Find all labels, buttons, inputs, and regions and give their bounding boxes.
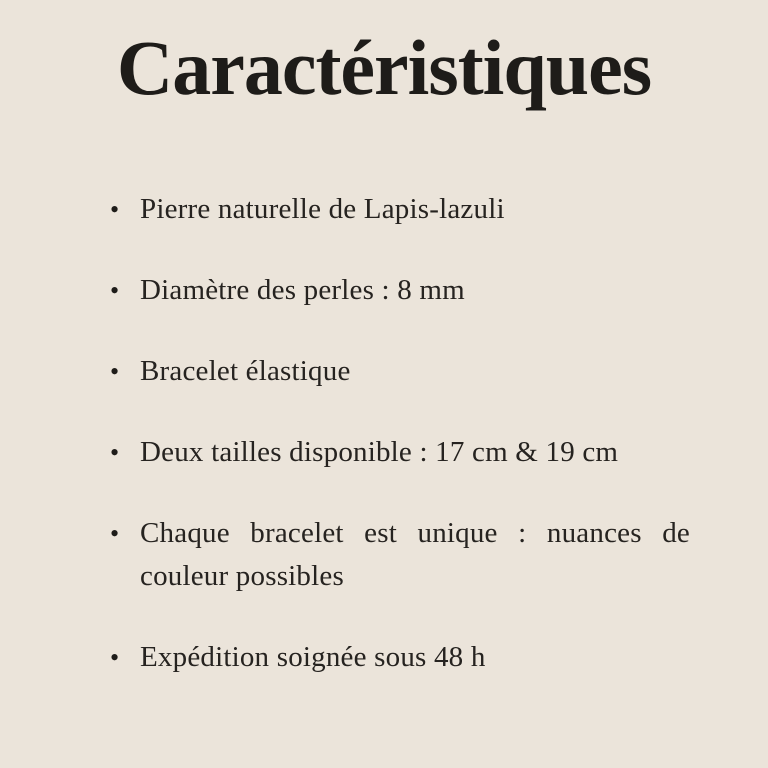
feature-text: Diamètre des perles : 8 mm	[140, 274, 465, 307]
feature-text: Deux tailles disponible : 17 cm & 19 cm	[140, 436, 619, 469]
bullet-icon: •	[110, 438, 120, 468]
bullet-icon: •	[110, 195, 120, 225]
feature-text: Pierre naturelle de Lapis-lazuli	[140, 193, 505, 226]
list-item	[104, 512, 690, 598]
features-list	[0, 188, 768, 679]
page-title: Caractéristiques	[116, 24, 652, 111]
list-item	[104, 636, 690, 679]
feature-text: Expédition soignée sous 48 h	[140, 641, 486, 674]
list-item	[104, 350, 690, 393]
bullet-icon: •	[110, 357, 120, 387]
bullet-icon: •	[110, 643, 120, 673]
bullet-icon: •	[110, 276, 120, 306]
list-item	[104, 269, 690, 312]
list-item	[104, 188, 690, 231]
feature-text: Chaque bracelet est unique : nuances de couleur possibles	[140, 517, 690, 593]
feature-text: Bracelet élastique	[140, 355, 351, 388]
bullet-icon: •	[110, 519, 120, 549]
list-item	[104, 431, 690, 474]
